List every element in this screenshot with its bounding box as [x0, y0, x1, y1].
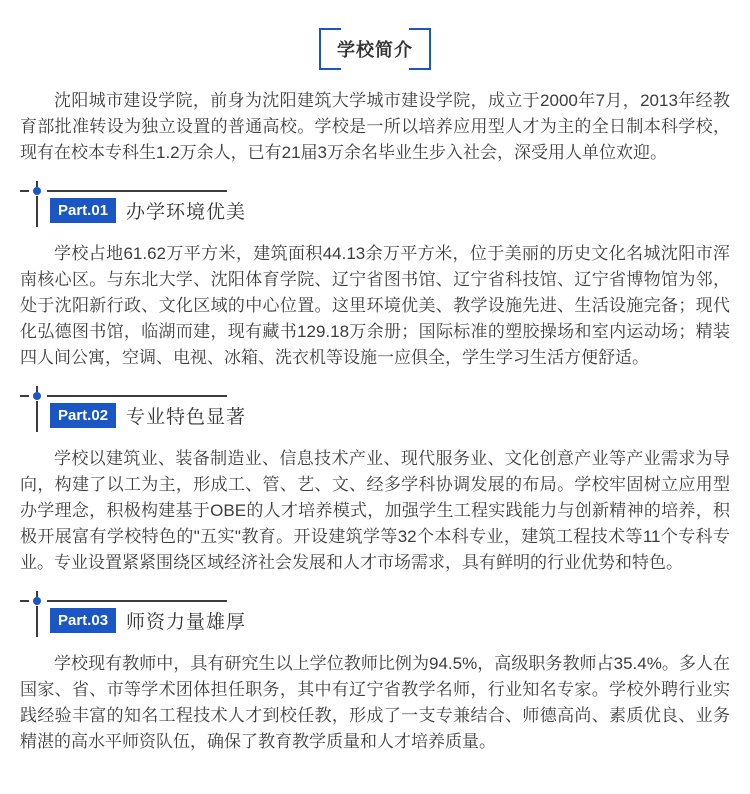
page-title-box: [319, 28, 431, 70]
section-1-paragraph: 学校占地61.62万平方米，建筑面积44.13余万平方米，位于美丽的历史文化名城沈阳市浑南核心区。与东北大学、沈阳体育学院、辽宁省图书馆、辽宁省科技馆、辽宁省博物馆为邻，处于沈阳新行政、文化区域的中心位置。这里环境优美、教学设施先进、生活设施完备；现代化弘德图书馆，临湖而建，现有藏书129.18万余册；国际标准的塑胶操场和室内运动场；精装四人间公寓，空调、电视、冰箱、洗衣机等设施一应俱全，学生学习生活方便舒适。: [20, 244, 730, 367]
section-campus-environment: [20, 181, 730, 371]
section-2-part-badge: Part.02: [50, 403, 116, 428]
crosshair-horizontal-line: [47, 600, 227, 602]
section-2-paragraph: 学校以建筑业、装备制造业、信息技术产业、现代服务业、文化创意产业等产业需求为导向，构建了以工为主，形成工、管、艺、文、经多学科协调发展的布局。学校牢固树立应用型办学理念，积极构建基于OBE的人才培养模式，加强学生工程实践能力与创新精神的培养，积极开展富有学校特色的"五实"教育。开设建筑学等32个本科专业，建筑工程技术等11个专科专业。专业设置紧紧围绕区域经济社会发展和人才市场需求，具有鲜明的行业优势和特色。: [20, 449, 730, 572]
crosshair-vertical-line: [36, 606, 38, 637]
section-3-heading: 师资力量雄厚: [126, 612, 247, 633]
section-2-title-row: [50, 402, 246, 429]
title-bracket-right-icon: [409, 28, 431, 70]
crosshair-dot-icon: [33, 597, 41, 605]
section-2-heading: 专业特色显著: [126, 407, 247, 428]
crosshair-vertical-line: [36, 196, 38, 227]
section-major-features: [20, 386, 730, 576]
section-2-header: [20, 386, 730, 432]
section-faculty-strength: [20, 591, 730, 755]
crosshair-dash-left-icon: [20, 395, 29, 397]
title-bracket-left-icon: [319, 28, 341, 70]
crosshair-vertical-line: [36, 401, 38, 432]
section-3-header: [20, 591, 730, 637]
section-1-heading: 办学环境优美: [126, 202, 247, 223]
section-1-title-row: [50, 197, 246, 224]
intro-paragraph: 沈阳城市建设学院，前身为沈阳建筑大学城市建设学院，成立于2000年7月，2013年经教育部批准转设为独立设置的普通高校。学校是一所以培养应用型人才为主的全日制本科学校，现有在校本专科生1.2万余人，已有21届3万余名毕业生步入社会，深受用人单位欢迎。: [20, 91, 730, 162]
section-3-part-badge: Part.03: [50, 608, 116, 633]
crosshair-horizontal-line: [47, 395, 227, 397]
section-1-part-badge: Part.01: [50, 198, 116, 223]
crosshair-horizontal-line: [47, 190, 227, 192]
crosshair-dash-left-icon: [20, 600, 29, 602]
section-1-header: [20, 181, 730, 227]
page-title: 学校简介: [337, 40, 413, 60]
crosshair-dot-icon: [33, 392, 41, 400]
crosshair-dash-left-icon: [20, 190, 29, 192]
section-3-paragraph: 学校现有教师中，具有研究生以上学位教师比例为94.5%，高级职务教师占35.4%。多人在国家、省、市等学术团体担任职务，其中有辽宁省教学名师，行业知名专家。学校外聘行业实践经验丰富的知名工程技术人才到校任教，形成了一支专兼结合、师德高尚、素质优良、业务精湛的高水平师资队伍，确保了教育教学质量和人才培养质量。: [20, 654, 730, 751]
section-3-title-row: [50, 607, 246, 634]
crosshair-dot-icon: [33, 187, 41, 195]
